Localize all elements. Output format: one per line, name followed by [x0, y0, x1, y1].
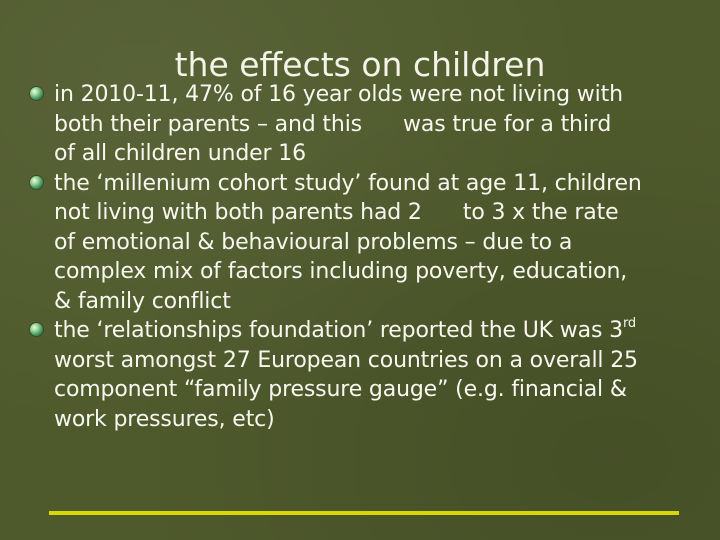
bullet-line-text: the ‘relationships foundation’ reported the UK was 3 — [54, 318, 623, 343]
bullet-line: both their parents – and this was true for a third — [54, 111, 612, 137]
bullet-item — [28, 80, 708, 169]
bullet-line: in 2010-11, 47% of 16 year olds were not living with — [54, 82, 623, 107]
green-sphere-bullet-icon — [30, 323, 43, 336]
green-sphere-bullet-icon — [30, 176, 43, 189]
bullet-line — [54, 316, 708, 346]
footer-divider — [49, 511, 679, 515]
bullet-line: complex mix of factors including poverty, education, — [54, 259, 628, 284]
bullet-line: worst amongst 27 European countries on a overall 25 — [54, 347, 638, 373]
slide-title: the effects on children — [174, 45, 546, 85]
bullet-item — [28, 316, 708, 434]
bullet-list — [28, 80, 708, 434]
bullet-item — [28, 169, 708, 317]
bullet-line: component “family pressure gauge” (e.g. financial & — [54, 377, 627, 402]
bullet-line: of all children under 16 — [54, 141, 306, 166]
bullet-line: of emotional & behavioural problems – due to a — [54, 229, 573, 255]
ordinal-suffix: rd — [622, 315, 637, 331]
green-sphere-bullet-icon — [30, 87, 43, 100]
bullet-line: the ‘millenium cohort study’ found at age 11, children — [54, 170, 642, 196]
bullet-line: & family conflict — [54, 288, 231, 314]
bullet-line: work pressures, etc) — [54, 406, 275, 432]
bullet-line: not living with both parents had 2 to 3 x the rate — [54, 200, 619, 225]
